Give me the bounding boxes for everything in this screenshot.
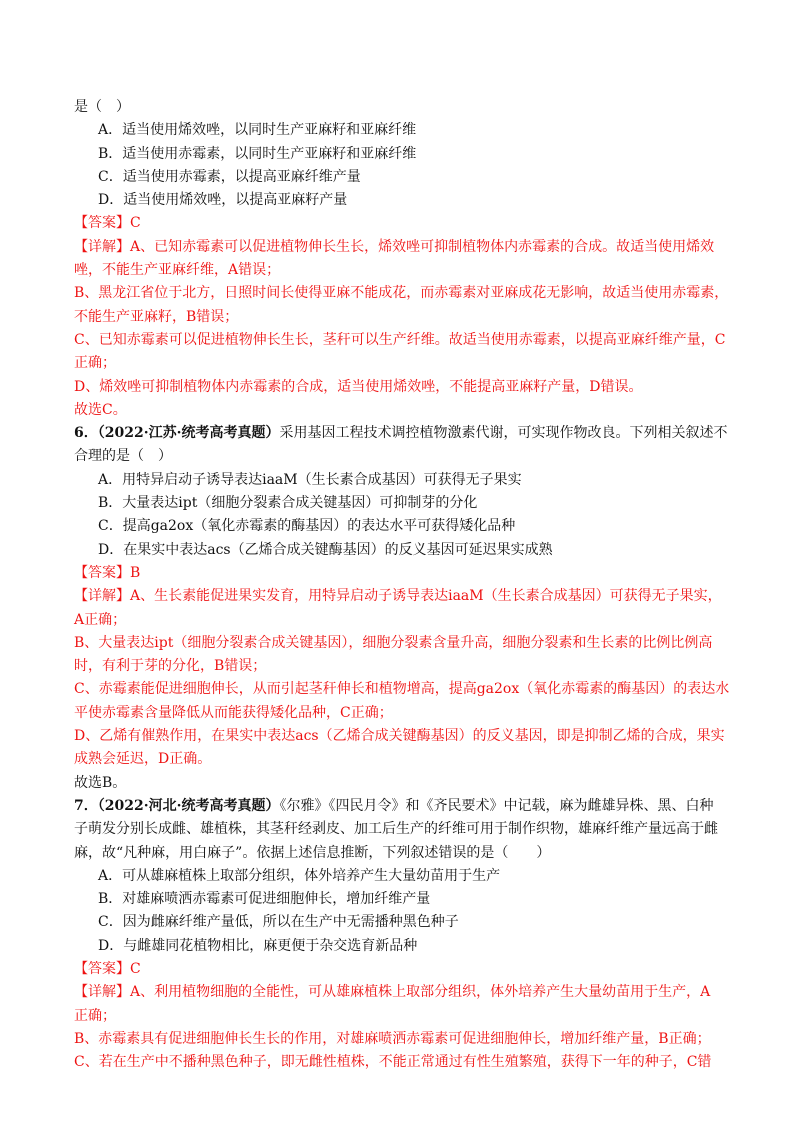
q5-detail-line: 不能生产亚麻籽，B错误； — [74, 308, 239, 325]
q7-stem-line2: 子萌发分别长成雌、雄植株，其茎秆经剥皮、加工后生产的纤维可用于制作织物，雄麻纤维产量远高于雌 — [74, 821, 718, 838]
q5-conclusion: 故选C。 — [74, 401, 127, 418]
q6-option-c: C．提高ga2ox（氧化赤霉素的酶基因）的表达水平可获得矮化品种 — [98, 518, 516, 535]
q6-conclusion: 故选B。 — [74, 774, 127, 791]
q6-stem-line2: 合理的是（ ） — [74, 448, 172, 465]
q5-option-d: D．适当使用烯效唑，以提高亚麻籽产量 — [98, 192, 348, 209]
q7-stem-line3: 麻，故“凡种麻，用白麻子”。依据上述信息推断，下列叙述错误的是（ ） — [74, 844, 551, 861]
q7-stem — [74, 795, 734, 818]
q6-option-a: A．用特异启动子诱导表达iaaM（生长素合成基因）可获得无子果实 — [98, 471, 522, 488]
q6-option-b: B．大量表达ipt（细胞分裂素合成关键基因）可抑制芽的分化 — [98, 495, 478, 512]
q7-option-a: A．可从雄麻植株上取部分组织，体外培养产生大量幼苗用于生产 — [98, 867, 501, 884]
q5-answer: 【答案】C — [74, 215, 141, 232]
q6-detail-line: C、赤霉素能促进细胞伸长，从而引起茎秆伸长和植物增高，提高ga2ox（氧化赤霉素的酶基因）的表达水 — [74, 681, 730, 698]
q6-detail-line: 平使赤霉素含量降低从而能获得矮化品种，C正确； — [74, 704, 393, 721]
q5-detail-line: 唑，不能生产亚麻纤维，A错误； — [74, 262, 281, 279]
q7-detail-line: C、若在生产中不播种黑色种子，即无雌性植株，不能正常通过有性生殖繁殖，获得下一年的种子，C错 — [74, 1054, 712, 1071]
q7-option-b: B．对雄麻喷洒赤霉素可促进细胞伸长，增加纤维产量 — [98, 891, 431, 908]
q5-detail-line: 【详解】A、已知赤霉素可以促进植物伸长生长，烯效唑可抑制植物体内赤霉素的合成。故适当使用烯效 — [74, 238, 715, 255]
q7-number: 7． — [74, 797, 98, 814]
q6-detail-line: 【详解】A、生长素能促进果实发育，用特异启动子诱导表达iaaM（生长素合成基因）可获得无子果实， — [74, 588, 722, 605]
q7-option-d: D．与雌雄同花植物相比，麻更便于杂交选育新品种 — [98, 937, 418, 954]
q7-answer: 【答案】C — [74, 960, 141, 977]
q5-stem-tail: 是（ ） — [74, 99, 130, 115]
q7-detail-line: B、赤霉素具有促进细胞伸长生长的作用，对雄麻喷洒赤霉素可促进细胞伸长，增加纤维产量，B正确； — [74, 1030, 711, 1047]
q5-detail-line: D、烯效唑可抑制植物体内赤霉素的合成，适当使用烯效唑，不能提高亚麻籽产量，D错误。 — [74, 378, 643, 395]
q5-detail-line: C、已知赤霉素可以促进植物伸长生长，茎秆可以生产纤维。故适当使用赤霉素，以提高亚麻纤维产量，C — [74, 331, 726, 348]
q6-stem — [74, 422, 734, 445]
q6-detail-line: D、乙烯有催熟作用，在果实中表达acs（乙烯合成关键酶基因）的反义基因，即是抑制乙烯的合成，果实 — [74, 728, 725, 745]
q6-number: 6． — [74, 425, 98, 442]
q6-stem-line1: 采用基因工程技术调控植物激素代谢，可实现作物改良。下列相关叙述不 — [279, 425, 728, 442]
q5-option-c: C．适当使用赤霉素，以提高亚麻纤维产量 — [98, 168, 361, 185]
q7-source: （2022·河北·统考高考真题） — [97, 797, 280, 814]
q7-detail-line: 【详解】A、利用植物细胞的全能性，可从雄麻植株上取部分组织，体外培养产生大量幼苗用于生产，A — [74, 984, 711, 1001]
q5-option-a: A．适当使用烯效唑，以同时生产亚麻籽和亚麻纤维 — [98, 122, 417, 139]
q6-answer: 【答案】B — [74, 564, 141, 581]
q6-detail-line: A正确； — [74, 611, 127, 628]
q7-option-c: C．因为雌麻纤维产量低，所以在生产中无需播种黑色种子 — [98, 914, 459, 931]
q7-detail-line: 正确； — [74, 1007, 116, 1024]
q6-detail-line: B、大量表达ipt（细胞分裂素合成关键基因），细胞分裂素含量升高，细胞分裂素和生长素的比例比例高 — [74, 634, 713, 651]
q6-source: （2022·江苏·统考高考真题） — [97, 425, 280, 442]
document-page — [74, 96, 734, 1074]
q5-option-b: B．适当使用赤霉素，以同时生产亚麻籽和亚麻纤维 — [98, 145, 417, 162]
q6-detail-line: 时，有利于芽的分化，B错误； — [74, 658, 267, 675]
q6-option-d: D．在果实中表达acs（乙烯合成关键酶基因）的反义基因可延迟果实成熟 — [98, 541, 553, 558]
q5-detail-line: B、黑龙江省位于北方，日照时间长使得亚麻不能成花，而赤霉素对亚麻成花无影响，故适当使用赤霉素， — [74, 285, 729, 302]
q7-stem-line1: 《尔雅》《四民月令》和《齐民要术》中记载，麻为雌雄异株、黑、白种 — [279, 797, 714, 814]
q6-detail-line: 成熟会延迟，D正确。 — [74, 751, 212, 768]
q5-detail-line: 正确； — [74, 355, 116, 372]
